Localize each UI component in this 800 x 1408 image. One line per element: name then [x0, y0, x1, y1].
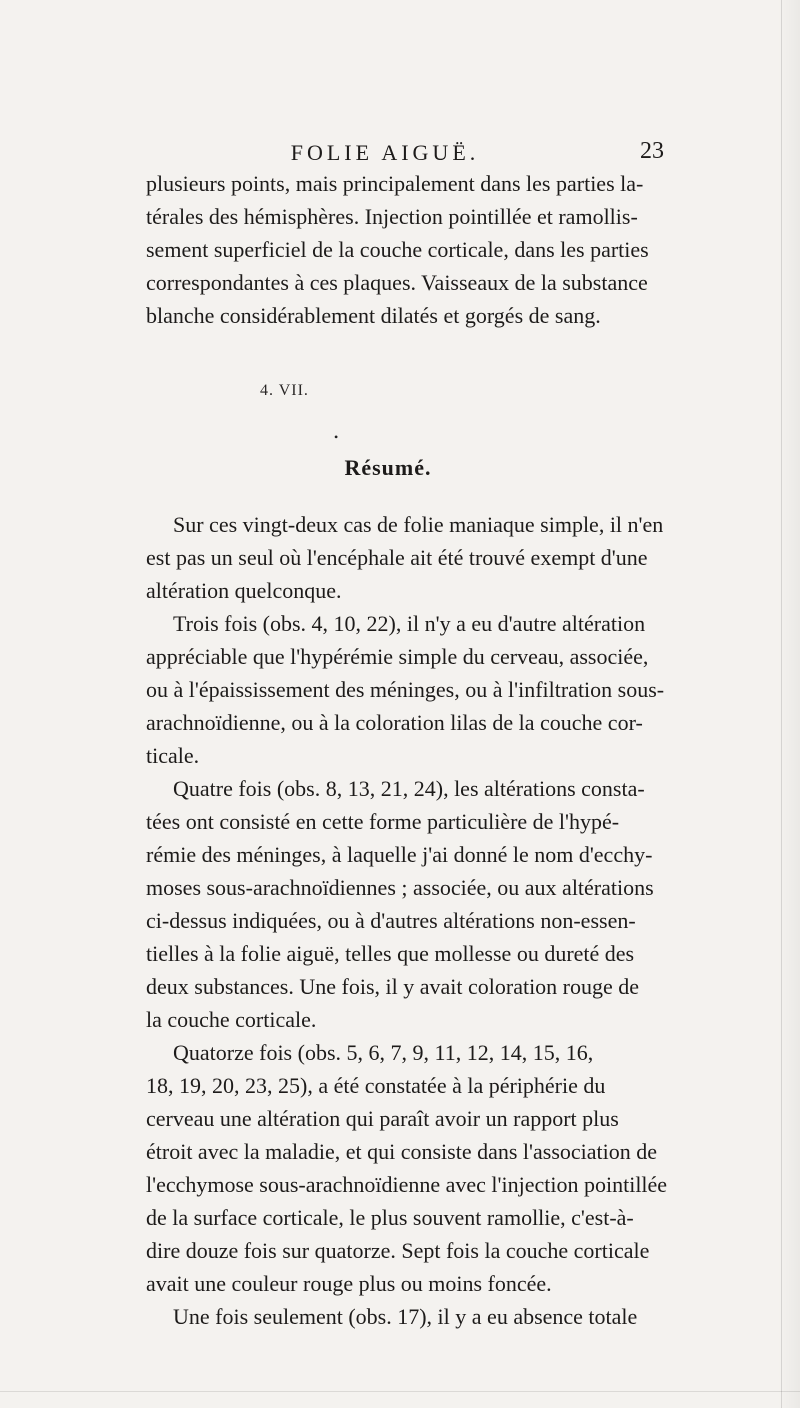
body-line: avait une couleur rouge plus ou moins foncée. [146, 1271, 552, 1296]
page-bottom-edge [0, 1391, 800, 1392]
body-line: moses sous-arachnoïdiennes ; associée, ou aux altérations [146, 875, 654, 900]
body-line: la couche corticale. [146, 1007, 317, 1032]
top-paragraph-line: sement superficiel de la couche corticale, dans les parties [146, 237, 649, 262]
top-paragraph-line: térales des hémisphères. Injection pointillée et ramollis- [146, 204, 638, 229]
body-line: rémie des méninges, à laquelle j'ai donné le nom d'ecchy- [146, 842, 653, 867]
body-line: ticale. [146, 743, 200, 768]
body-line: arachnoïdienne, ou à la coloration lilas de la couche cor- [146, 710, 643, 735]
body-line: Quatre fois (obs. 8, 13, 21, 24), les altérations consta- [173, 776, 645, 801]
body-line: dire douze fois sur quatorze. Sept fois la couche corticale [146, 1238, 650, 1263]
body-line: Une fois seulement (obs. 17), il y a eu absence totale [173, 1304, 638, 1329]
body-line: altération quelconque. [146, 578, 342, 603]
top-paragraph-line: plusieurs points, mais principalement dans les parties la- [146, 171, 644, 196]
body-line: de la surface corticale, le plus souvent ramollie, c'est-à- [146, 1205, 634, 1230]
body-line: ou à l'épaississement des méninges, ou à l'infiltration sous- [146, 677, 665, 702]
top-paragraph-line: correspondantes à ces plaques. Vaisseaux de la substance [146, 270, 648, 295]
section-title: Résumé. [344, 455, 432, 480]
body-line: Trois fois (obs. 4, 10, 22), il n'y a eu d'autre altération [173, 611, 646, 636]
running-head: FOLIE AIGUË. [290, 140, 480, 165]
body-line: l'ecchymose sous-arachnoïdienne avec l'injection pointillée [146, 1172, 668, 1197]
page-number: 23 [640, 138, 664, 164]
top-paragraph-line: blanche considérablement dilatés et gorgés de sang. [146, 303, 601, 328]
section-bullet: • [334, 430, 339, 444]
body-line: Sur ces vingt-deux cas de folie maniaque simple, il n'en [173, 512, 664, 537]
body-line: est pas un seul où l'encéphale ait été trouvé exempt d'une [146, 545, 648, 570]
body-line: 18, 19, 20, 23, 25), a été constatée à la périphérie du [146, 1073, 606, 1098]
body-line: deux substances. Une fois, il y avait coloration rouge de [146, 974, 640, 999]
body-line: appréciable que l'hypérémie simple du cerveau, associée, [146, 644, 649, 669]
body-line: tielles à la folie aiguë, telles que mollesse ou dureté des [146, 941, 635, 966]
body-line: tées ont consisté en cette forme particulière de l'hypé- [146, 809, 620, 834]
body-line: ci-dessus indiquées, ou à d'autres altérations non-essen- [146, 908, 636, 933]
body-line: cerveau une altération qui paraît avoir un rapport plus [146, 1106, 619, 1131]
body-line: étroit avec la maladie, et qui consiste dans l'association de [146, 1139, 658, 1164]
small-note: 4. VII. [260, 382, 309, 399]
body-line: Quatorze fois (obs. 5, 6, 7, 9, 11, 12, 14, 15, 16, [173, 1040, 594, 1065]
page-right-edge [781, 0, 782, 1408]
